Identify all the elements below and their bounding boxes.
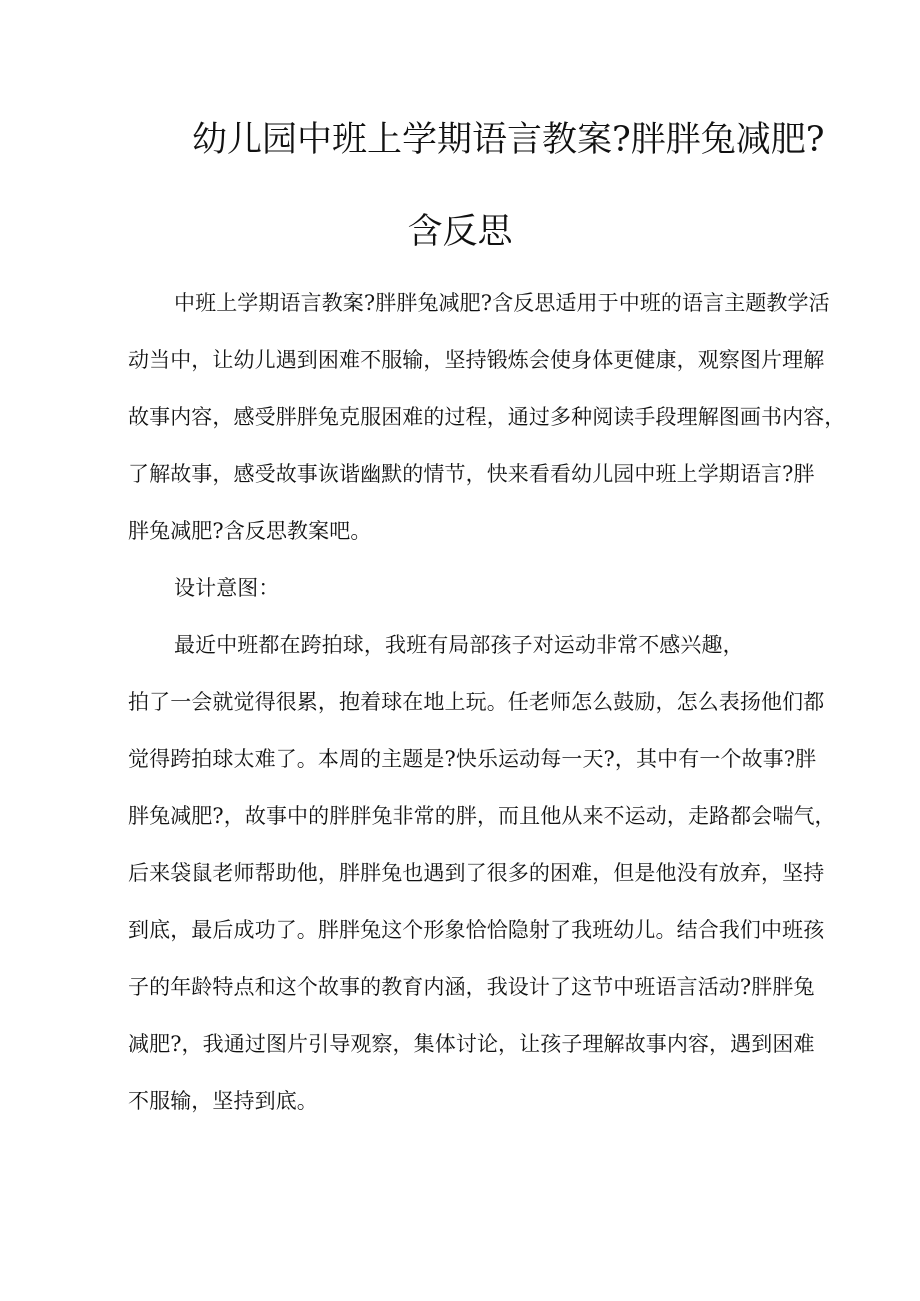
document-title-line-2: 含反思 (407, 212, 513, 252)
paragraph-design-line-8: 减肥?，我通过图片引导观察，集体讨论，让孩子理解故事内容，遇到困难 (128, 1032, 815, 1056)
paragraph-design-line-1: 最近中班都在跨拍球，我班有局部孩子对运动非常不感兴趣， (174, 633, 744, 657)
paragraph-intro-line-1: 中班上学期语言教案?胖胖兔减肥?含反思适用于中班的语言主题教学活 (174, 291, 830, 315)
paragraph-design-line-7: 子的年龄特点和这个故事的教育内涵，我设计了这节中班语言活动?胖胖兔 (128, 975, 815, 999)
paragraph-design-line-6: 到底，最后成功了。胖胖兔这个形象恰恰隐射了我班幼儿。结合我们中班孩 (128, 918, 825, 942)
section-heading-design-intent: 设计意图： (174, 576, 280, 600)
paragraph-intro-line-3: 故事内容，感受胖胖兔克服困难的过程，通过多种阅读手段理解图画书内容， (128, 405, 846, 429)
paragraph-design-line-3: 觉得跨拍球太难了。本周的主题是?快乐运动每一天?，其中有一个故事?胖 (128, 747, 817, 771)
paragraph-design-line-5: 后来袋鼠老师帮助他，胖胖兔也遇到了很多的困难，但是他没有放弃，坚持 (128, 861, 825, 885)
paragraph-design-line-9: 不服输，坚持到底。 (128, 1089, 318, 1113)
paragraph-intro-line-5: 胖兔减肥?含反思教案吧。 (128, 519, 372, 543)
paragraph-design-line-2: 拍了一会就觉得很累，抱着球在地上玩。任老师怎么鼓励，怎么表扬他们都 (128, 690, 825, 714)
document-title-line-1: 幼儿园中班上学期语言教案?胖胖兔减肥? (192, 120, 825, 160)
paragraph-intro-line-2: 动当中，让幼儿遇到困难不服输，坚持锻炼会使身体更健康，观察图片理解 (128, 348, 825, 372)
paragraph-intro-line-4: 了解故事，感受故事诙谐幽默的情节，快来看看幼儿园中班上学期语言?胖 (128, 462, 815, 486)
paragraph-design-line-4: 胖兔减肥?，故事中的胖胖兔非常的胖，而且他从来不运动，走路都会喘气， (128, 804, 836, 828)
